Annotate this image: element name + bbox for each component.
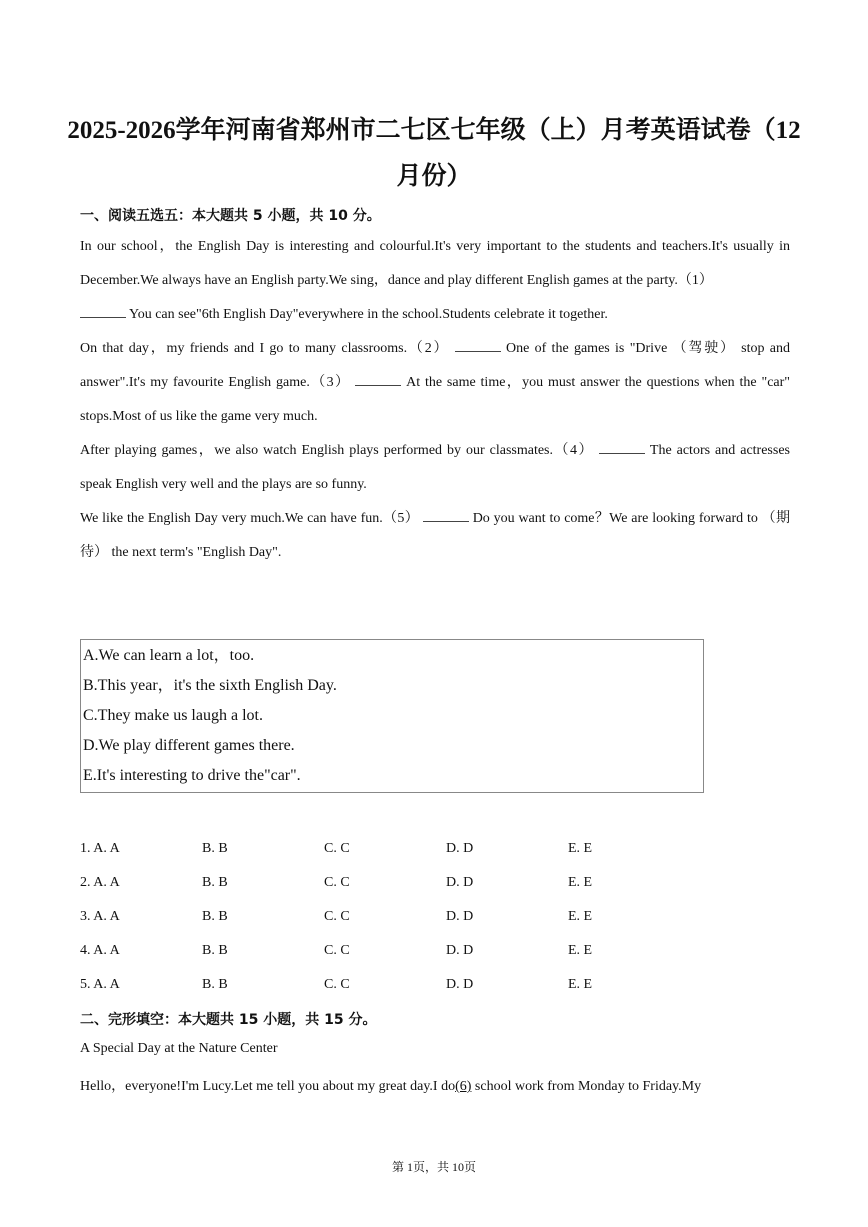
choice-e[interactable]: E. E bbox=[568, 875, 593, 890]
option-item: A.We can learn a lot，too. bbox=[83, 647, 255, 664]
choice-a[interactable]: 1. A. A bbox=[80, 841, 120, 856]
choice-b[interactable]: B. B bbox=[202, 841, 228, 856]
choice-b[interactable]: B. B bbox=[202, 875, 228, 890]
passage-line: Hello，everyone!I'm Lucy.Let me tell you about my great day.I do(6) school work from Monday to Friday.My bbox=[80, 1079, 702, 1094]
choice-b[interactable]: B. B bbox=[202, 943, 228, 958]
option-item: B.This year，it's the sixth English Day. bbox=[83, 677, 337, 694]
choice-d[interactable]: D. D bbox=[446, 977, 474, 992]
choice-e[interactable]: E. E bbox=[568, 943, 593, 958]
choice-d[interactable]: D. D bbox=[446, 943, 474, 958]
choice-b[interactable]: B. B bbox=[202, 977, 228, 992]
answer-blank bbox=[80, 303, 126, 318]
answer-blank bbox=[455, 337, 501, 352]
choice-c[interactable]: C. C bbox=[324, 875, 350, 890]
choice-e[interactable]: E. E bbox=[568, 977, 593, 992]
passage-paragraph: We like the English Day very much.We can have fun.（5） Do you want to come？We are looking forward to （期待） the next term's "English Day". bbox=[80, 502, 790, 570]
choice-e[interactable]: E. E bbox=[568, 841, 593, 856]
reading-passage bbox=[80, 230, 790, 570]
choice-a[interactable]: 2. A. A bbox=[80, 875, 120, 890]
passage-paragraph: On that day，my friends and I go to many classrooms.（2） One of the games is "Drive （驾驶） stop and answer".It's my favourite English game.（3） At the same time，you must answer the questions when the "car" stops.Most of us like the game very much. bbox=[80, 332, 790, 434]
choice-a[interactable]: 3. A. A bbox=[80, 909, 120, 924]
title-line-2: 月份） bbox=[396, 163, 472, 190]
choice-d[interactable]: D. D bbox=[446, 875, 474, 890]
choice-a[interactable]: 4. A. A bbox=[80, 943, 120, 958]
choice-a[interactable]: 5. A. A bbox=[80, 977, 120, 992]
choice-b[interactable]: B. B bbox=[202, 909, 228, 924]
page-title bbox=[60, 108, 808, 200]
passage-subtitle: A Special Day at the Nature Center bbox=[80, 1041, 278, 1056]
page-footer: 第 1页，共 10页 bbox=[391, 1160, 476, 1174]
blank-number[interactable]: (6) bbox=[455, 1079, 472, 1094]
choice-d[interactable]: D. D bbox=[446, 909, 474, 924]
passage-paragraph: After playing games，we also watch English plays performed by our classmates.（4） The actors and actresses speak English very well and the plays are so funny. bbox=[80, 434, 790, 502]
section-1-heading: 一、阅读五选五：本大题共 5 小题，共 10 分。 bbox=[80, 208, 381, 224]
passage-paragraph: In our school，the English Day is interesting and colourful.It's very important to the students and teachers.It's usually in December.We always have an English party.We sing，dance and play different English games at the party.（1） bbox=[80, 239, 790, 288]
choice-c[interactable]: C. C bbox=[324, 909, 350, 924]
answer-blank bbox=[423, 507, 469, 522]
answer-blank bbox=[599, 439, 645, 454]
choice-c[interactable]: C. C bbox=[324, 841, 350, 856]
choice-c[interactable]: C. C bbox=[324, 977, 350, 992]
option-item: D.We play different games there. bbox=[83, 737, 295, 754]
passage-paragraph: You can see"6th English Day"everywhere in the school.Students celebrate it together. bbox=[80, 298, 790, 332]
option-item: C.They make us laugh a lot. bbox=[83, 707, 263, 724]
title-line-1: 2025-2026学年河南省郑州市二七区七年级（上）月考英语试卷（12 bbox=[67, 117, 801, 144]
choice-e[interactable]: E. E bbox=[568, 909, 593, 924]
answer-blank bbox=[355, 371, 401, 386]
choice-c[interactable]: C. C bbox=[324, 943, 350, 958]
options-box bbox=[80, 639, 704, 793]
section-2-heading: 二、完形填空：本大题共 15 小题，共 15 分。 bbox=[80, 1012, 377, 1028]
option-item: E.It's interesting to drive the"car". bbox=[83, 767, 301, 784]
choice-d[interactable]: D. D bbox=[446, 841, 474, 856]
